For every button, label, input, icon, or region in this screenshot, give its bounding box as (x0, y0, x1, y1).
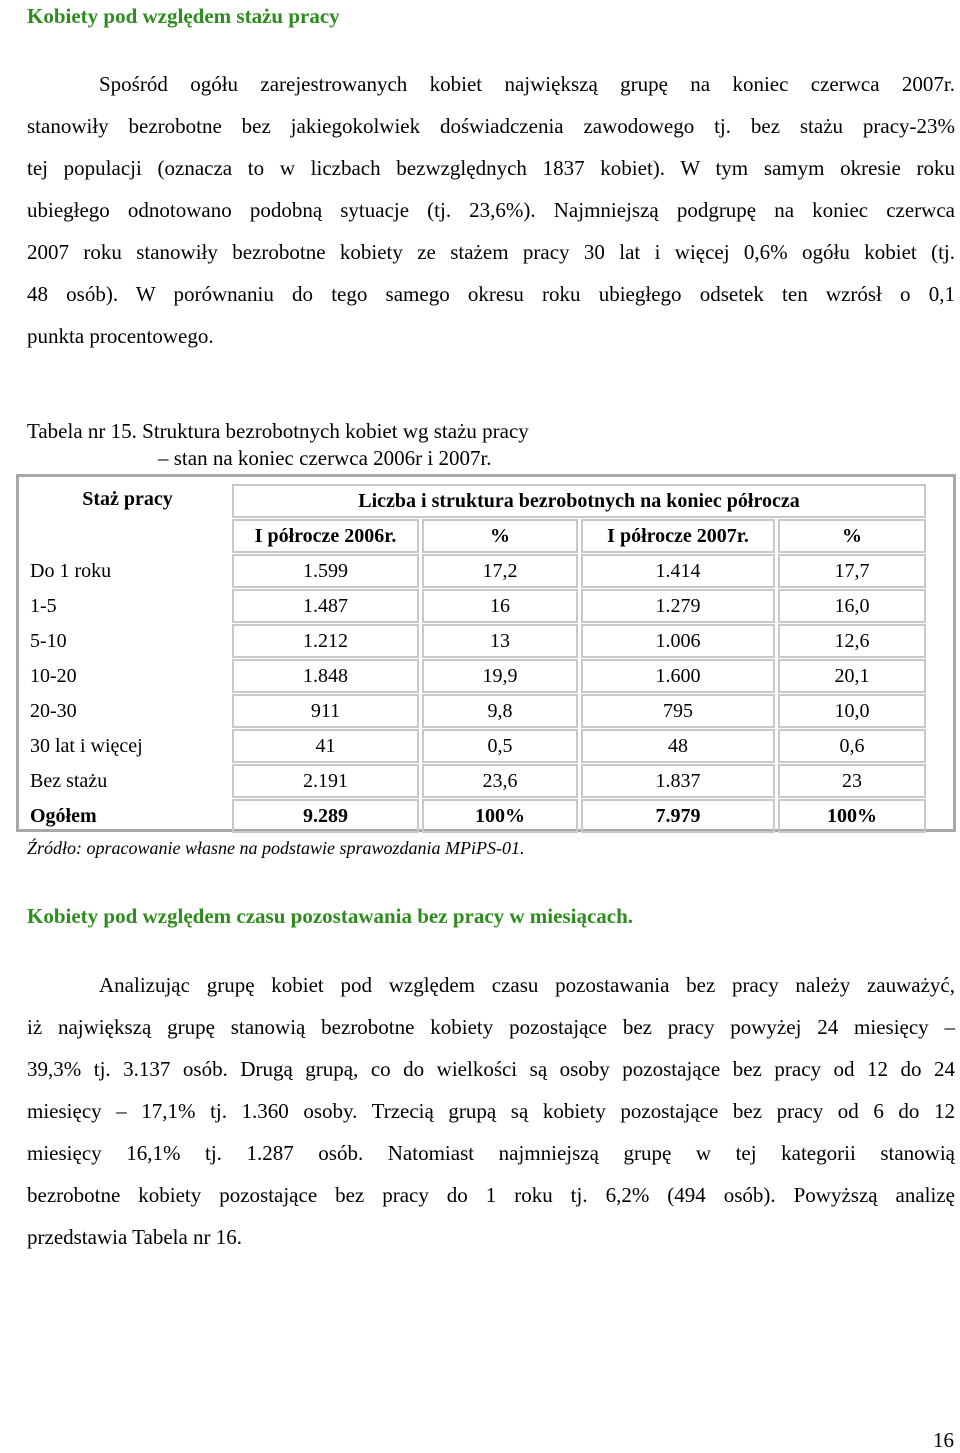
cell-n2006: 41 (232, 729, 419, 763)
cell-n2006: 9.289 (232, 799, 419, 833)
cell-p2007: 100% (778, 799, 926, 833)
table-caption-title: Tabela nr 15. Struktura bezrobotnych kobiet wg stażu pracy (27, 419, 529, 443)
paragraph-line: 48 osób). W porównaniu do tego samego okresu roku ubiegłego odsetek ten wzrósł o 0,1 (27, 282, 955, 306)
cell-n2007: 795 (581, 694, 775, 728)
paragraph-line: 2007 roku stanowiły bezrobotne kobiety ze stażem pracy 30 lat i więcej 0,6% ogółu kobiet (tj. (27, 240, 955, 264)
table-row (28, 554, 926, 588)
paragraph-line: Spośród ogółu zarejestrowanych kobiet największą grupę na koniec czerwca 2007r. (99, 72, 955, 96)
row-label: Bez stażu (30, 770, 108, 792)
table-caption (27, 418, 529, 472)
row-label: 1-5 (30, 595, 57, 617)
cell-n2007: 1.414 (581, 554, 775, 588)
paragraph-line: tej populacji (oznacza to w liczbach bezwzględnych 1837 kobiet). W tym samym okresie roku (27, 156, 955, 180)
cell-n2007: 7.979 (581, 799, 775, 833)
paragraph-line: miesięcy – 17,1% tj. 1.360 osoby. Trzecią grupą są kobiety pozostające bez pracy od 6 do 12 (27, 1099, 955, 1123)
paragraph-line: stanowiły bezrobotne bez jakiegokolwiek doświadczenia zawodowego tj. bez stażu pracy-23% (27, 114, 955, 138)
table-header-row (28, 484, 926, 518)
table-row (28, 764, 926, 798)
table-row (28, 694, 926, 728)
header-group: Liczba i struktura bezrobotnych na koniec półrocza (232, 484, 926, 518)
table-row (28, 659, 926, 693)
cell-n2006: 1.212 (232, 624, 419, 658)
cell-p2007: 0,6 (778, 729, 926, 763)
cell-p2006: 9,8 (422, 694, 578, 728)
section-heading-staz: Kobiety pod względem stażu pracy (27, 4, 340, 28)
cell-n2007: 1.279 (581, 589, 775, 623)
cell-p2006: 0,5 (422, 729, 578, 763)
cell-p2007: 20,1 (778, 659, 926, 693)
table-total-row (28, 799, 926, 833)
subheader-2007: I półrocze 2007r. (581, 519, 775, 553)
cell-n2006: 911 (232, 694, 419, 728)
paragraph-line: bezrobotne kobiety pozostające bez pracy do 1 roku tj. 6,2% (494 osób). Powyższą analizę (27, 1183, 955, 1207)
cell-p2006: 13 (422, 624, 578, 658)
cell-p2006: 16 (422, 589, 578, 623)
cell-p2006: 23,6 (422, 764, 578, 798)
paragraph-line: miesięcy 16,1% tj. 1.287 osób. Natomiast najmniejszą grupę w tej kategorii stanowią (27, 1141, 955, 1165)
subheader-2006: I półrocze 2006r. (232, 519, 419, 553)
table-body (28, 554, 926, 798)
row-label: 10-20 (30, 665, 77, 687)
paragraph-line: iż największą grupę stanowią bezrobotne kobiety pozostające bez pracy powyżej 24 miesięcy – (27, 1015, 955, 1039)
cell-p2006: 19,9 (422, 659, 578, 693)
row-label: Ogółem (30, 805, 97, 827)
row-label: 20-30 (30, 700, 77, 722)
paragraph-line: 39,3% tj. 3.137 osób. Drugą grupą, co do wielkości są osoby pozostające bez pracy od 12 do 24 (27, 1057, 955, 1081)
row-label: Do 1 roku (30, 560, 112, 582)
table-caption-subtitle: – stan na koniec czerwca 2006r i 2007r. (158, 446, 492, 470)
cell-p2006: 17,2 (422, 554, 578, 588)
cell-p2007: 17,7 (778, 554, 926, 588)
cell-n2006: 1.599 (232, 554, 419, 588)
staz-table (25, 483, 929, 834)
cell-n2007: 1.837 (581, 764, 775, 798)
page-number: 16 (933, 1428, 954, 1452)
section-heading-czas: Kobiety pod względem czasu pozostawania bez pracy w miesiącach. (27, 904, 634, 928)
cell-n2007: 1.006 (581, 624, 775, 658)
subheader-pct-2007: % (778, 519, 926, 553)
cell-n2007: 48 (581, 729, 775, 763)
paragraph-line: punkta procentowego. (27, 324, 214, 348)
cell-p2007: 10,0 (778, 694, 926, 728)
paragraph-line: przedstawia Tabela nr 16. (27, 1225, 243, 1249)
cell-p2007: 12,6 (778, 624, 926, 658)
row-label: 5-10 (30, 630, 67, 652)
cell-p2007: 23 (778, 764, 926, 798)
cell-n2006: 1.487 (232, 589, 419, 623)
table-source: Źródło: opracowanie własne na podstawie sprawozdania MPiPS-01. (27, 838, 525, 858)
table-row (28, 589, 926, 623)
header-staz: Staż pracy (82, 488, 173, 510)
table-row (28, 729, 926, 763)
paragraph-line: ubiegłego odnotowano podobną sytuacje (tj. 23,6%). Najmniejszą podgrupę na koniec czerwca (27, 198, 955, 222)
row-label: 30 lat i więcej (30, 735, 143, 757)
paragraph-czas (27, 964, 955, 1258)
cell-n2006: 1.848 (232, 659, 419, 693)
cell-n2006: 2.191 (232, 764, 419, 798)
cell-n2007: 1.600 (581, 659, 775, 693)
table-frame (16, 474, 956, 832)
paragraph-line: Analizując grupę kobiet pod względem czasu pozostawania bez pracy należy zauważyć, (99, 973, 955, 997)
subheader-pct-2006: % (422, 519, 578, 553)
paragraph-staz (27, 63, 955, 357)
cell-p2006: 100% (422, 799, 578, 833)
table-row (28, 624, 926, 658)
cell-p2007: 16,0 (778, 589, 926, 623)
